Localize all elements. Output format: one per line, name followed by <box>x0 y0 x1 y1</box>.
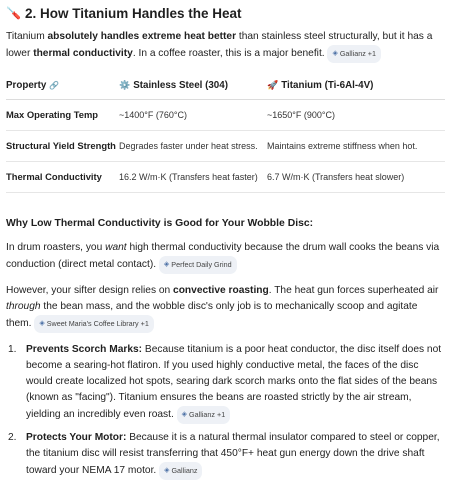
source-chip[interactable] <box>159 462 202 480</box>
table-row <box>6 131 445 162</box>
intro-text-3: . In a coffee roaster, this is a major benefit. <box>132 48 325 59</box>
source-chip-label: Perfect Daily Grind <box>171 260 232 269</box>
section-heading <box>6 0 445 22</box>
table-cell: Max Operating Temp <box>6 100 119 131</box>
intro-bold-1: absolutely handles extreme heat better <box>47 31 237 42</box>
gear-icon: ⚙️ <box>119 80 131 90</box>
intro-bold-2: thermal conductivity <box>33 48 133 59</box>
header-stainless-label: Stainless Steel (304) <box>133 80 228 91</box>
table-row <box>6 100 445 131</box>
intro-text-1: Titanium <box>6 31 48 42</box>
link-icon[interactable]: 🔗 <box>49 81 60 90</box>
source-icon: ◈ <box>332 50 338 57</box>
paragraph-conduction <box>6 240 445 274</box>
source-icon: ◈ <box>163 261 170 268</box>
intro-paragraph <box>6 29 445 63</box>
source-chip-label: Sweet Maria's Coffee Library +1 <box>46 319 149 328</box>
subheading: Why Low Thermal Conductivity is Good for Your Wobble Disc: <box>6 218 314 229</box>
list-number: 2. <box>8 432 17 443</box>
source-chip-label: Gallianz +1 <box>189 410 226 419</box>
source-chip[interactable] <box>327 45 381 63</box>
header-property <box>6 72 119 100</box>
comparison-table <box>6 72 445 193</box>
paragraph-convection <box>6 283 445 333</box>
p1-text-1: In drum roasters, you <box>6 242 106 253</box>
source-chip[interactable] <box>34 315 154 333</box>
p2-bold: convective roasting <box>173 285 269 296</box>
p1-text-2: high thermal conductivity because the drum wall cooks the beans via conduction (direct metal contact). <box>6 242 440 270</box>
source-icon: ◈ <box>181 411 188 418</box>
source-chip[interactable] <box>177 406 231 424</box>
table-cell: 16.2 W/m·K (Transfers heat faster) <box>119 162 267 193</box>
table-cell: Maintains extreme stiffness when hot. <box>267 131 445 162</box>
source-chip-label: Gallianz +1 <box>339 49 377 58</box>
table-cell: Thermal Conductivity <box>6 162 119 193</box>
table-cell: Structural Yield Strength <box>6 131 119 162</box>
p2-text-2: . The heat gun forces superheated air <box>268 285 439 296</box>
header-titanium <box>267 72 445 100</box>
list-item-title: Protects Your Motor: <box>26 432 127 443</box>
table-header-row <box>6 72 445 100</box>
table-cell: Degrades faster under heat stress. <box>119 131 267 162</box>
table-cell: ~1400°F (760°C) <box>119 100 267 131</box>
p2-italic: through <box>6 301 41 312</box>
source-icon: ◈ <box>164 467 170 474</box>
rocket-icon: 🚀 <box>267 80 279 90</box>
list-item-body <box>26 342 445 424</box>
source-icon: ◈ <box>39 320 45 327</box>
list-item <box>6 342 445 424</box>
section-title: 2. How Titanium Handles the Heat <box>24 5 242 21</box>
p2-text-1: However, your sifter design relies on <box>6 285 174 296</box>
table-row <box>6 162 445 193</box>
benefits-list <box>6 342 445 480</box>
p2-text-3: the bean mass, and the wobble disc's only job is to mechanically scoop and agitate them. <box>6 301 418 329</box>
header-stainless <box>119 72 267 100</box>
list-item-body <box>26 430 445 480</box>
list-item <box>6 430 445 480</box>
table-cell: ~1650°F (900°C) <box>267 100 445 131</box>
table-cell: 6.7 W/m·K (Transfers heat slower) <box>267 162 445 193</box>
screwdriver-icon: 🪛 <box>6 6 21 20</box>
header-titanium-label: Titanium (Ti-6Al-4V) <box>281 80 374 91</box>
source-chip[interactable] <box>159 256 237 274</box>
source-chip-label: Gallianz <box>171 466 198 475</box>
list-item-title: Prevents Scorch Marks: <box>26 344 143 355</box>
intro-text-2: than stainless steel structurally, but it has a lower <box>6 31 433 59</box>
list-item-text: Because it is a natural thermal insulator compared to steel or copper, the titanium disc will resist transferring that 450°F+ heat gun energy down the drive shaft toward your NEMA 17 motor. <box>26 432 440 476</box>
header-property-label: Property <box>6 80 47 91</box>
list-item-text: Because titanium is a poor heat conductor, the disc itself does not become a searing-hot flatiron. If you used highly conductive metal, the faces of the disc would create localized hot spots, searing dark scorch marks onto the flat sides of the beans (known as "facing"). Titanium ensures the beans are roasted strictly by the air stream, yielding an incredibly even roast. <box>26 344 442 420</box>
p1-italic: want <box>105 242 127 253</box>
list-number: 1. <box>8 344 17 355</box>
